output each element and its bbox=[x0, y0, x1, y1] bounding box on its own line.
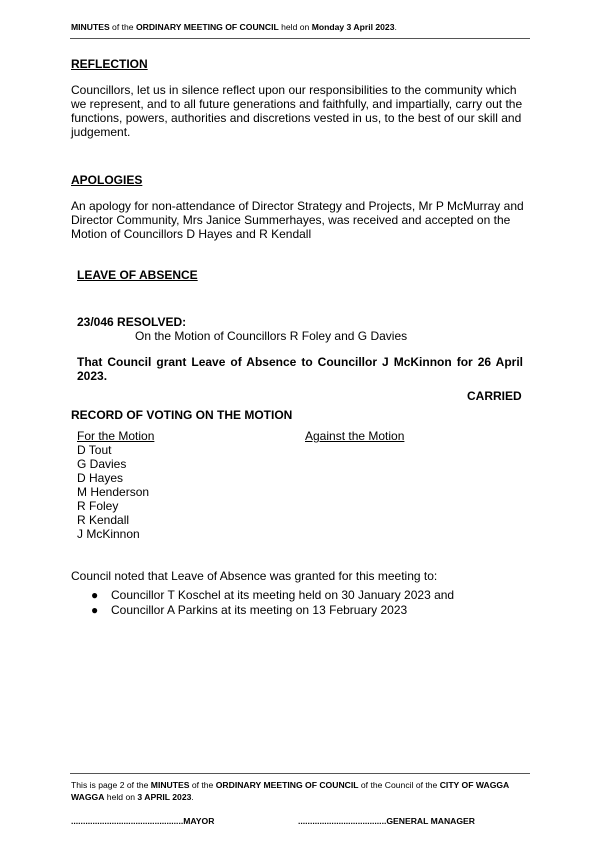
resolution-text: That Council grant Leave of Absence to Councillor J McKinnon for 26 April 2023. bbox=[77, 355, 523, 383]
mayor-signature-line: ...............................................MAYOR bbox=[71, 816, 215, 826]
reflection-heading: REFLECTION bbox=[71, 57, 148, 71]
councillor-name: G Davies bbox=[77, 457, 127, 471]
header-text: of the bbox=[109, 22, 136, 32]
header-date: Monday 3 April 2023 bbox=[311, 22, 395, 32]
councillor-name: R Kendall bbox=[77, 513, 130, 527]
councillor-name: D Tout bbox=[77, 443, 112, 457]
header-text: held on bbox=[278, 22, 312, 32]
councillor-name: R Foley bbox=[77, 499, 119, 513]
apologies-heading: APOLOGIES bbox=[71, 173, 143, 187]
noted-list bbox=[91, 588, 455, 617]
for-motion-list bbox=[77, 443, 149, 541]
for-motion-label: For the Motion bbox=[77, 429, 155, 443]
leave-heading: LEAVE OF ABSENCE bbox=[77, 268, 198, 282]
page-header bbox=[71, 22, 397, 32]
bullet-icon: ● bbox=[91, 602, 99, 617]
resolution-number: 23/046 RESOLVED: bbox=[77, 315, 187, 329]
list-item: ● Councillor T Koschel at its meeting held on 30 January 2023 and bbox=[91, 588, 455, 602]
footer-divider bbox=[70, 773, 530, 774]
motion-movers: On the Motion of Councillors R Foley and G Davies bbox=[135, 329, 408, 343]
councillor-name: M Henderson bbox=[77, 485, 150, 499]
general-manager-signature-line: .....................................GENERAL MANAGER bbox=[298, 816, 475, 826]
noted-text: Council noted that Leave of Absence was granted for this meeting to: bbox=[71, 569, 438, 583]
carried-label: CARRIED bbox=[467, 389, 522, 403]
apologies-text: An apology for non-attendance of Director Strategy and Projects, Mr P McMurray and Director Community, Mrs Janice Summerhayes, was received and accepted on the Motion of Councillors D Hayes and R Kendall bbox=[71, 199, 524, 241]
voting-heading: RECORD OF VOTING ON THE MOTION bbox=[71, 408, 293, 422]
header-meeting: ORDINARY MEETING OF COUNCIL bbox=[135, 22, 279, 32]
list-item: ● Councillor A Parkins at its meeting on 13 February 2023 bbox=[91, 602, 408, 617]
page-footer: This is page 2 of the MINUTES of the ORDINARY MEETING OF COUNCIL of the Council of the CITY OF WAGGA WAGGA held on 3 APRIL 2023. bbox=[71, 780, 509, 802]
header-text: . bbox=[394, 22, 397, 32]
header-minutes: MINUTES bbox=[71, 22, 110, 32]
against-motion-label: Against the Motion bbox=[305, 429, 405, 443]
header-divider bbox=[70, 38, 530, 39]
councillor-name: D Hayes bbox=[77, 471, 124, 485]
bullet-icon: ● bbox=[91, 588, 99, 602]
councillor-name: J McKinnon bbox=[77, 527, 140, 541]
reflection-text: Councillors, let us in silence reflect upon our responsibilities to the community which we represent, and to all future generations and faithfully, and impartially, carry out the functions, powers, authorities and discretions vested in us, to the best of our skill and judgement. bbox=[71, 83, 523, 139]
